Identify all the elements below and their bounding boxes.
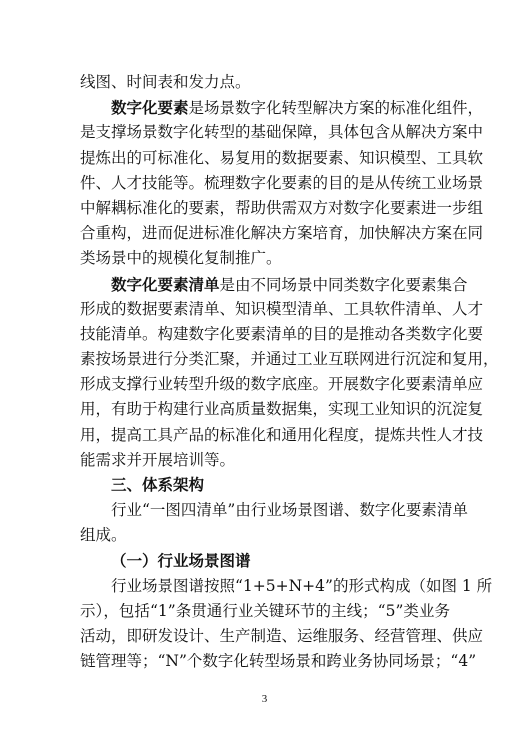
text-line: 是支撑场景数字化转型的基础保障，具体包含从解决方案中	[80, 123, 484, 142]
text-line: 形成的数据要素清单、知识模型清单、工具软件清单、人才	[80, 299, 484, 318]
text-line: 行业场景图谱按照“1+5+N+4”的形式构成（如图 1 所	[111, 576, 493, 595]
paragraph-architecture	[80, 498, 468, 548]
subsection-heading	[80, 549, 450, 574]
text-line: 用，提高工具产品的标准化和通用化程度，提炼共性人才技	[80, 425, 484, 444]
paragraph-digital-elements-list	[80, 272, 499, 474]
paragraph-scene-map	[80, 574, 493, 675]
text-line: 能需求并开展培训等。	[80, 450, 236, 469]
text-run: 是场景数字化转型解决方案的标准化组件，	[188, 99, 484, 118]
paragraph-digital-elements	[80, 95, 484, 271]
subsection-title: （一）行业场景图谱	[111, 551, 251, 570]
paragraph-continuation	[80, 70, 450, 95]
text-line: 用，有助于构建行业高质量数据集，实现工业知识的沉淀复	[80, 400, 484, 419]
text-line: 提炼出的可标准化、易复用的数据要素、知识模型、工具软	[80, 148, 484, 167]
text-line: 线图、时间表和发力点。	[80, 73, 251, 91]
text-run: 是由不同场景中同类数字化要素集合	[219, 275, 468, 294]
section-heading	[80, 473, 450, 498]
text-line: 中解耦标准化的要素，帮助供需双方对数字化要素进一步组	[80, 198, 484, 217]
section-title: 三、体系架构	[111, 476, 205, 494]
text-line: 素按场景进行分类汇聚，并通过工业互联网进行沉淀和复用，	[80, 350, 499, 369]
text-line: 件、人才技能等。梳理数字化要素的目的是从传统工业场景	[80, 173, 484, 192]
text-line: 技能清单。构建数字化要素清单的目的是推动各类数字化要	[80, 324, 484, 343]
text-line: 形成支撑行业转型升级的数字底座。开展数字化要素清单应	[80, 375, 484, 394]
text-line: 行业“一图四清单”由行业场景图谱、数字化要素清单	[111, 501, 468, 520]
document-body	[80, 70, 499, 675]
text-line: 链管理等；“N”个数字化转型场景和跨业务协同场景；“4”	[80, 652, 477, 671]
term-digital-elements-list: 数字化要素清单	[111, 274, 220, 294]
term-digital-elements: 数字化要素	[111, 98, 189, 118]
text-line: 合重构，进而促进标准化解决方案培育，加快解决方案在同	[80, 224, 484, 243]
text-line	[80, 272, 468, 297]
text-line: 组成。	[80, 526, 127, 545]
text-line: 活动，即研发设计、生产制造、运维服务、经营管理、供应	[80, 627, 484, 646]
text-line: 示），包括“1”条贯通行业关键环节的主线；“5”类业务	[80, 601, 450, 620]
text-line	[80, 95, 484, 120]
text-line: 类场景中的规模化复制推广。	[80, 249, 282, 268]
page-number: 3	[261, 693, 268, 705]
